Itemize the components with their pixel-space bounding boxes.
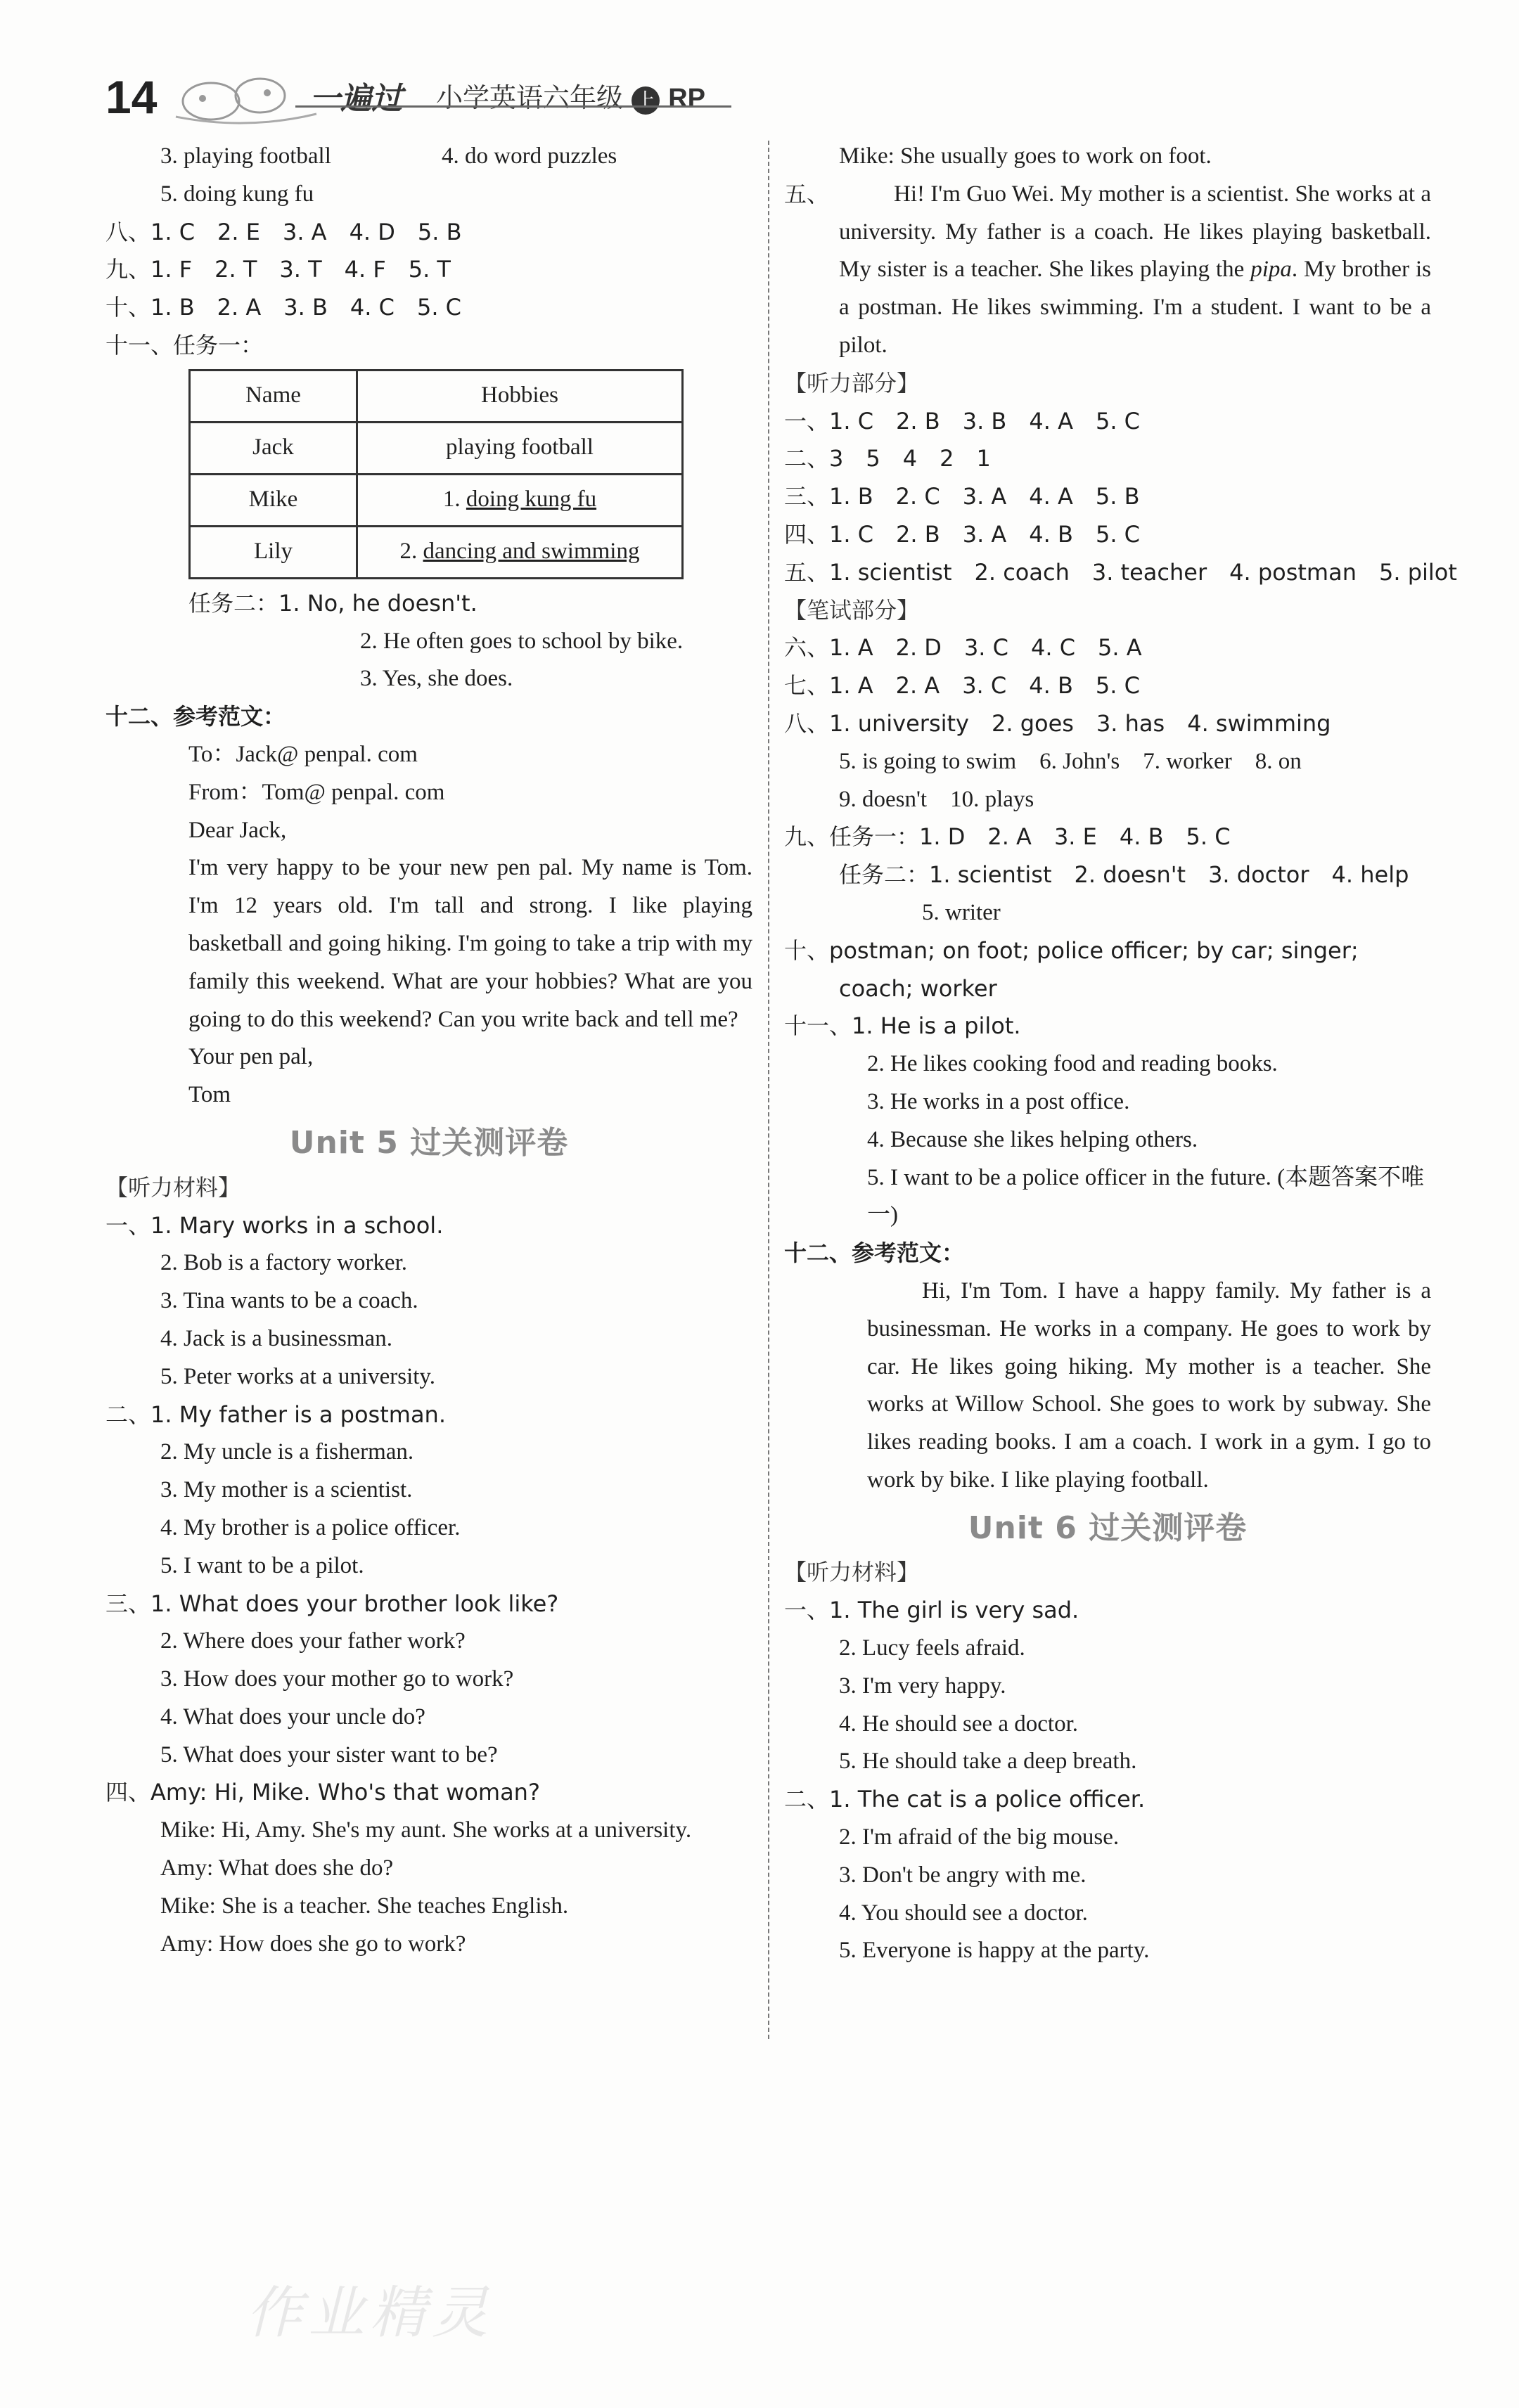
- answer-line: [105, 138, 752, 176]
- answer-line: 七、1. A 2. A 3. C 4. B 5. C: [784, 672, 1140, 700]
- table-cell-num: 1.: [442, 487, 466, 513]
- table-cell-hobby: [357, 526, 683, 578]
- list-item: 5. Peter works at a university.: [160, 1363, 436, 1389]
- answer-line: 十一、任务一：: [105, 331, 264, 359]
- list-item: 4. My brother is a police officer.: [160, 1514, 461, 1540]
- list-item: 三、1. What does your brother look like?: [105, 1590, 559, 1617]
- list-item: 3. Don't be angry with me.: [839, 1862, 1087, 1888]
- list-item: 5. I want to be a pilot.: [160, 1552, 364, 1578]
- table-row: [190, 422, 683, 474]
- section-label: 十二、参考范文：: [105, 703, 286, 730]
- listening-material-label: 【听力材料】: [105, 1173, 241, 1201]
- table-cell-name: Lily: [190, 526, 357, 578]
- list-item: 2. Lucy feels afraid.: [839, 1635, 1025, 1661]
- hobbies-table: [188, 369, 684, 579]
- answer-line: 2. He often goes to school by bike.: [360, 628, 684, 654]
- right-column: [784, 138, 1457, 1970]
- answer-line: 5. I want to be a police officer in the future. (本题答案不唯一): [867, 1164, 1425, 1228]
- list-item: 3. How does your mother go to work?: [160, 1666, 514, 1692]
- answer-line: 四、1. C 2. B 3. A 4. B 5. C: [784, 520, 1141, 548]
- answer-line: 九、1. F 2. T 3. T 4. F 5. T: [105, 256, 451, 283]
- essay-paragraph: Hi, I'm Tom. I have a happy family. My father is a businessman. He works in a company. He goes to work by car. He likes going hiking. My mother is a teacher. She works at Willow School. She goes to work by subway. She likes reading books. I am a coach. I work in a gym. I go to work by bike. I like playing football.: [867, 1277, 1431, 1493]
- written-part-label: 【笔试部分】: [784, 596, 920, 624]
- table-cell-hobby: [357, 422, 683, 474]
- listening-material-label: 【听力材料】: [784, 1559, 920, 1586]
- email-to: To：Jack@ penpal. com: [188, 741, 418, 767]
- answer-line: 3. Yes, she does.: [360, 666, 513, 692]
- list-item: 4. He should see a doctor.: [839, 1711, 1079, 1737]
- letter-closing: Your pen pal,: [188, 1044, 314, 1070]
- list-item: 二、1. The cat is a police officer.: [784, 1786, 1146, 1813]
- unit6-title: Unit 6 过关测评卷: [968, 1509, 1248, 1546]
- list-item: 3. My mother is a scientist.: [160, 1477, 413, 1503]
- list-item: 5. He should take a deep breath.: [839, 1749, 1137, 1775]
- answer-line: 9. doesn't 10. plays: [839, 786, 1034, 812]
- letter-body: I'm very happy to be your new pen pal. My name is Tom. I'm 12 years old. I'm tall and strong. I like playing basketball and going hiking. I'm going to take a trip with my family this weekend. What are your hobbies? What are you going to do this weekend? Can you write back and tell me?: [188, 855, 752, 1032]
- answer-line: 九、任务一：1. D 2. A 3. E 4. B 5. C: [784, 823, 1231, 851]
- left-column: [105, 138, 752, 1963]
- paragraph: [839, 176, 1431, 365]
- letter-signature: Tom: [188, 1082, 231, 1108]
- dialogue-line: Mike: She is a teacher. She teaches English.: [160, 1893, 569, 1919]
- answer-line: 3. He works in a post office.: [867, 1088, 1130, 1114]
- table-row: [190, 526, 683, 578]
- list-item: 3. Tina wants to be a coach.: [160, 1288, 418, 1314]
- answer-line: 八、1. C 2. E 3. A 4. D 5. B: [105, 218, 462, 245]
- header-rule: [295, 105, 731, 108]
- list-item: 2. My uncle is a fisherman.: [160, 1439, 414, 1465]
- table-header-row: [190, 370, 683, 422]
- table-header-cell: Name: [190, 370, 357, 422]
- paragraph-text: Hi! I'm Guo Wei. My mother is a scientist. She works at a university. My father is a coach. He likes playing basketball. My sister is a teacher. She likes playing the: [839, 181, 1431, 283]
- answer-line: 5. is going to swim 6. John's 7. worker 8. on: [839, 748, 1302, 774]
- dialogue-line: Amy: How does she go to work?: [160, 1931, 466, 1957]
- section-label: 十二、参考范文：: [784, 1240, 965, 1267]
- answer-line: 4. Because she likes helping others.: [867, 1126, 1198, 1152]
- list-item: 二、1. My father is a postman.: [105, 1401, 447, 1428]
- answer-line: 五、1. scientist 2. coach 3. teacher 4. postman 5. pilot: [784, 558, 1457, 586]
- answer-line: 十、1. B 2. A 3. B 4. C 5. C: [105, 294, 462, 321]
- cartoon-doodle-icon: [169, 67, 323, 128]
- table-cell-hobby-text: dancing and swimming: [423, 539, 640, 565]
- answer-line: 任务二：1. No, he doesn't.: [188, 589, 478, 617]
- edition-text: RP: [668, 84, 705, 113]
- volume-badge: 上: [632, 86, 660, 115]
- answer-line: 三、1. B 2. C 3. A 4. A 5. B: [784, 483, 1140, 510]
- letter-greeting: Dear Jack,: [188, 817, 287, 843]
- table-header-cell: Hobbies: [357, 370, 683, 422]
- table-cell-hobby: [357, 474, 683, 526]
- section-5-block: [784, 176, 1431, 365]
- list-item: 3. I'm very happy.: [839, 1673, 1006, 1699]
- list-item: 2. Where does your father work?: [160, 1628, 466, 1654]
- list-item: 一、1. Mary works in a school.: [105, 1211, 444, 1239]
- list-item: 5. What does your sister want to be?: [160, 1741, 498, 1768]
- table-cell-hobby-text: playing football: [446, 434, 594, 461]
- list-item: 2. Bob is a factory worker.: [160, 1250, 407, 1276]
- column-divider: [768, 141, 769, 2039]
- dialogue-line: Amy: What does she do?: [160, 1855, 394, 1881]
- list-item: 4. You should see a doctor.: [839, 1900, 1088, 1926]
- answer-text: 4. do word puzzles: [442, 143, 617, 169]
- answer-line: 一、1. C 2. B 3. B 4. A 5. C: [784, 407, 1141, 434]
- answer-line: 八、1. university 2. goes 3. has 4. swimming: [784, 709, 1331, 737]
- dialogue-line: Mike: Hi, Amy. She's my aunt. She works at a university.: [160, 1817, 692, 1843]
- unit5-title: Unit 5 过关测评卷: [289, 1124, 569, 1161]
- paragraph-text: . My brother is a postman. He likes swimming. I'm a student. I want to be a pilot.: [839, 257, 1431, 358]
- answer-line: 二、3 5 4 2 1: [784, 445, 991, 472]
- answer-line: 六、1. A 2. D 3. C 4. C 5. A: [784, 634, 1142, 662]
- subject-text: 小学英语六年级: [436, 82, 624, 113]
- list-item: 5. Everyone is happy at the party.: [839, 1938, 1150, 1964]
- list-item: 2. I'm afraid of the big mouse.: [839, 1824, 1120, 1850]
- answer-line: 2. He likes cooking food and reading books.: [867, 1051, 1278, 1077]
- table-cell-hobby-text: doing kung fu: [466, 487, 597, 513]
- brand-logo: 一遍过: [309, 81, 402, 117]
- table-cell-name: Mike: [190, 474, 357, 526]
- listening-part-label: 【听力部分】: [784, 369, 920, 397]
- answer-line: 5. doing kung fu: [160, 181, 314, 207]
- dialogue-line: Mike: She usually goes to work on foot.: [839, 143, 1212, 169]
- answer-line: 十一、1. He is a pilot.: [784, 1012, 1021, 1040]
- table-cell-num: 2.: [399, 539, 423, 565]
- table-cell-name: Jack: [190, 422, 357, 474]
- answer-line: 十、postman; on foot; police officer; by car; singer; coach; worker: [784, 936, 1359, 1002]
- paragraph-italic: pipa: [1250, 257, 1292, 283]
- list-item: 4. Jack is a businessman.: [160, 1325, 392, 1351]
- list-item: 4. What does your uncle do?: [160, 1704, 425, 1730]
- book-subject: [436, 76, 705, 115]
- page-number: 14: [105, 71, 158, 123]
- list-item: 一、1. The girl is very sad.: [784, 1597, 1079, 1624]
- answer-text: 3. playing football: [160, 143, 331, 169]
- answer-line: 任务二：1. scientist 2. doesn't 3. doctor 4. help: [839, 861, 1409, 889]
- section-label: 五、: [784, 180, 830, 207]
- dialogue-line: 四、Amy: Hi, Mike. Who's that woman?: [105, 1779, 540, 1806]
- watermark: 作业精灵: [246, 2280, 494, 2345]
- table-row: [190, 474, 683, 526]
- email-from: From：Tom@ penpal. com: [188, 779, 445, 805]
- answer-line: 5. writer: [922, 899, 1001, 925]
